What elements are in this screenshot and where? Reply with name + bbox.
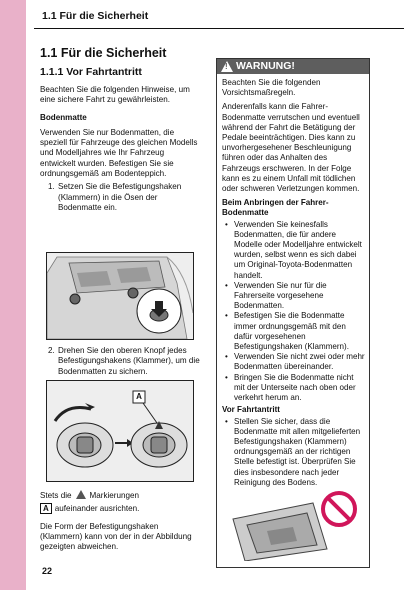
step-text: Setzen Sie die Befestigungshaken (Klammern) in die Ösen der Bodenmatte ein. [58,182,182,212]
align-note-prefix: Stets die [40,491,72,500]
warning-intro-2: Anderenfalls kann die Fahrer-Bodenmatte verrutschen und eventuell während der Fahrt die Betätigung der Pedale beeinträchtigen. Dies kann zu unvorhergesehener Beschleunigung führen oder das Anhalten des Fahrzeugs erschweren. In der Folge kann es zu einem Unfall mit tödlichen oder schweren Verletzungen kommen. [222,102,360,194]
bullet-text: Verwenden Sie keinesfalls Bodenmatten, die für andere Modelle oder Modelljahre entwickelt wurden, selbst wenn es sich dabei um Original-Toyota-Bodenmatten handelt. [234,219,362,280]
header-rule [34,28,404,29]
intro-paragraph: Beachten Sie die folgenden Hinweise, um eine sichere Fahrt zu gewährleisten. [40,85,190,105]
bullet-text: Verwenden Sie nicht zwei oder mehr Bodenmatten übereinander. [234,352,365,372]
figure-label-a: A [136,392,142,401]
floor-mat-figure-1 [46,252,194,340]
shape-note: Die Form der Befestigungshaken (Klammern) kann von der in der Abbildung gezeigten abweichen. [40,521,192,552]
page-number: 22 [42,566,53,576]
bullet-text: Verwenden Sie nur für die Fahrerseite vorgesehene Bodenmatten. [234,280,327,311]
warning-subheading-2: Vor Fahrtantritt [222,405,280,415]
align-note-suffix: aufeinander ausrichten. [54,504,140,514]
left-column [40,46,200,217]
triangle-marker-icon [76,490,86,499]
warning-body [217,74,369,488]
align-note-line-1 [40,490,200,501]
warning-intro-1: Beachten Sie die folgenden Vorsichtsmaßregeln. [222,78,321,98]
step-number: 2. [48,346,55,355]
step-2 [48,346,200,377]
warning-bullet: • Stellen Sie sicher, dass die Bodenmatte mit allen mitgelieferten Befestigungshaken (Klammern) ordnungsgemäß an der richtigen Stelle befestigt ist. Überprüfen Sie dies insbesondere nach jeder Reinigung des Bodens. [222,417,365,488]
warning-bullet: • Verwenden Sie nicht zwei oder mehr Bodenmatten übereinander. [225,352,365,372]
bodenmatte-heading: Bodenmatte [40,112,87,122]
warning-triangle-icon: ! [221,61,233,72]
left-column-lower [40,346,200,381]
bullet-text: Stellen Sie sicher, dass die Bodenmatte mit allen mitgelieferten Befestigungshaken (Klammern) ordnungsgemäß an der richtigen Stelle befestigt ist. Überprüfen Sie dies insbesondere nach jeder Reinigung des Bodens. [234,416,361,487]
section-title: 1.1 Für die Sicherheit [40,46,167,60]
chapter-tab-bar [0,0,26,590]
step-number: 1. [48,182,55,192]
warning-header [217,59,369,74]
align-note-line-2 [40,503,200,514]
subsection-title: 1.1.1 Vor Fahrtantritt [40,66,142,78]
step-1 [48,182,200,213]
stacked-mats-prohibited-figure [223,489,363,561]
running-header-text: 1.1 Für die Sicherheit [42,10,149,22]
align-note-middle: Markierungen [89,491,139,500]
bullet-text: Befestigen Sie die Bodenmatte immer ordnungsgemäß mit den dafür vorgesehenen Befestigungshaken (Klammern). [234,311,349,352]
stacked-mats-illustration [223,489,363,561]
step-text: Drehen Sie den oberen Knopf jedes Befestigungshakens (Klammer), um die Bodenmatten zu sichern. [58,346,200,376]
warning-title: WARNUNG! [236,60,295,72]
warning-bullet: • Verwenden Sie keinesfalls Bodenmatten, die für andere Modelle oder Modelljahre entwickelt wurden, selbst wenn es sich dabei um Original-Toyota-Bodenmatten handelt. [222,220,365,281]
floor-mat-figure-2 [46,380,194,482]
floor-mat-hooks-illustration [47,253,193,339]
running-header [34,0,416,34]
bodenmatte-paragraph: Verwenden Sie nur Bodenmatten, die speziell für Fahrzeuge des gleichen Modells und Modelljahres wie Ihr Fahrzeug entwickelt wurden. Befestigen Sie sie ordnungsgemäß am Bodenteppich. [40,127,198,179]
left-column-notes [40,490,200,559]
warning-box [216,58,370,568]
warning-subheading-1: Beim Anbringen der Fahrer-Bodenmatte [222,198,329,218]
warning-bullet: • Verwenden Sie nur für die Fahrerseite vorgesehene Bodenmatten. [222,281,365,312]
hook-rotation-illustration [47,381,193,481]
warning-bullet: • Befestigen Sie die Bodenmatte immer ordnungsgemäß mit den dafür vorgesehenen Befestigungshaken (Klammern). [222,311,365,352]
bullet-text: Bringen Sie die Bodenmatte nicht mit der Unterseite nach oben oder verkehrt herum an. [234,372,356,403]
marker-a-icon: A [40,503,52,514]
warning-bullet: • Bringen Sie die Bodenmatte nicht mit der Unterseite nach oben oder verkehrt herum an. [222,373,365,404]
